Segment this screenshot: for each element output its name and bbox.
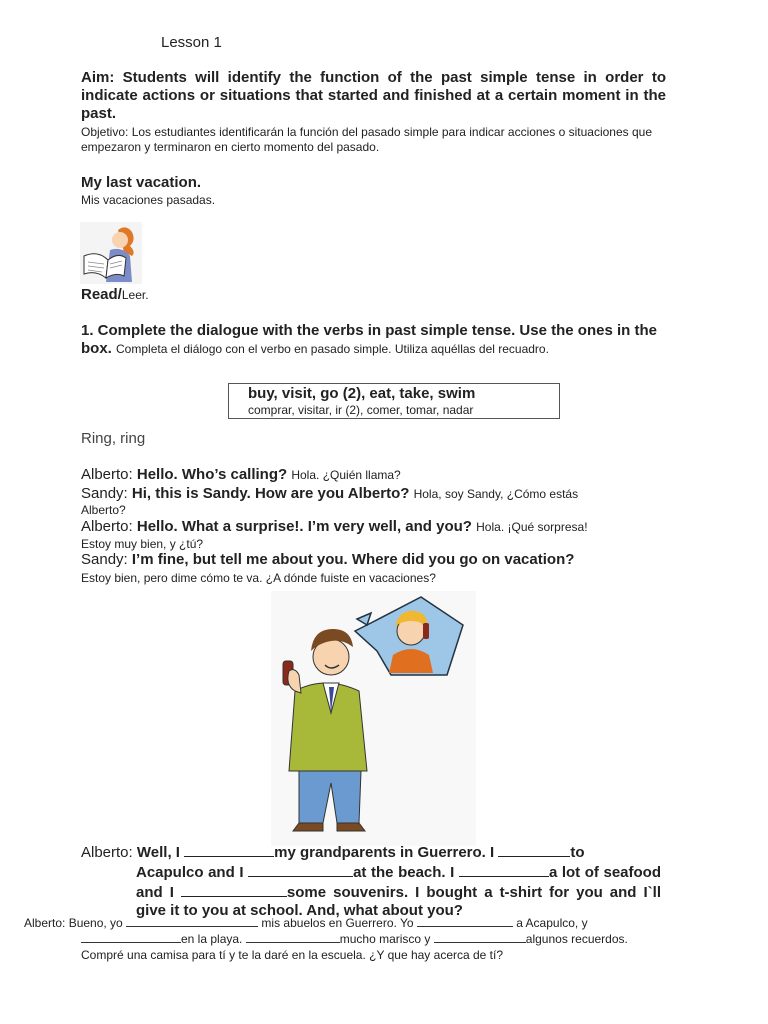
exercise-instructions: 1. Complete the dialogue with the verbs in past simple tense. Use the ones in the box. Completa el diálogo con el verbo en pasado simple. Utiliza aquéllas del recuadro. — [81, 322, 657, 357]
lesson-title: Lesson 1 — [161, 34, 222, 51]
section-title-es: Mis vacaciones pasadas. — [81, 193, 216, 207]
reading-girl-illustration — [80, 222, 142, 284]
final-dialogue-es: Alberto: Bueno, yo mis abuelos en Guerrero. Yo a Acapulco, y en la playa. mucho marisco y algunos recuerdos. Compré una camisa para tí y te la daré en la escuela. ¿Y que hay acerca de tí? — [24, 916, 628, 962]
answer-blank[interactable] — [248, 862, 353, 877]
dialogue-line: Sandy: Hi, this is Sandy. How are you Alberto? Hola, soy Sandy, ¿Cómo estás — [81, 485, 579, 502]
dialogue-line-es: Estoy bien, pero dime cómo te va. ¿A dónde fuiste en vacaciones? — [81, 571, 436, 585]
word-box-verbs: buy, visit, go (2), eat, take, swim — [248, 385, 476, 402]
dialogue-line-es: Alberto? — [81, 503, 126, 517]
word-box — [228, 383, 560, 419]
answer-blank[interactable] — [498, 842, 570, 857]
answer-blank[interactable] — [184, 842, 274, 857]
final-dialogue: Alberto: Well, I my grandparents in Guerrero. I to Acapulco and I at the beach. I a lot of seafood and I some souvenirs. I bought a t-shirt for you and I`ll give it to you at school. And, what about you? — [81, 844, 662, 919]
read-label: Read/Leer. — [81, 286, 149, 303]
phone-call-illustration — [271, 591, 476, 846]
dialogue-line: Alberto: Hello. What a surprise!. I’m very well, and you? Hola. ¡Qué sorpresa! — [81, 518, 588, 535]
word-box-verbs-es: comprar, visitar, ir (2), comer, tomar, nadar — [248, 403, 474, 417]
answer-blank[interactable] — [459, 862, 549, 877]
section-title: My last vacation. — [81, 174, 202, 191]
answer-blank[interactable] — [181, 882, 287, 897]
objective-text: Objetivo: Los estudiantes identificarán la función del pasado simple para indicar acciones o situaciones que empezaron y terminaron en cierto momento del pasado. — [81, 125, 653, 154]
dialogue-line-es: Estoy muy bien, y ¿tú? — [81, 537, 204, 551]
dialogue-line: Alberto: Hello. Who’s calling? Hola. ¿Quién llama? — [81, 466, 401, 483]
ring-text: Ring, ring — [81, 430, 146, 447]
dialogue-line: Sandy: I’m fine, but tell me about you. Where did you go on vacation? — [81, 551, 575, 568]
aim-text: Aim: Students will identify the function of the past simple tense in order to indicate actions or situations that started and finished at a certain moment in the past. — [81, 69, 666, 122]
